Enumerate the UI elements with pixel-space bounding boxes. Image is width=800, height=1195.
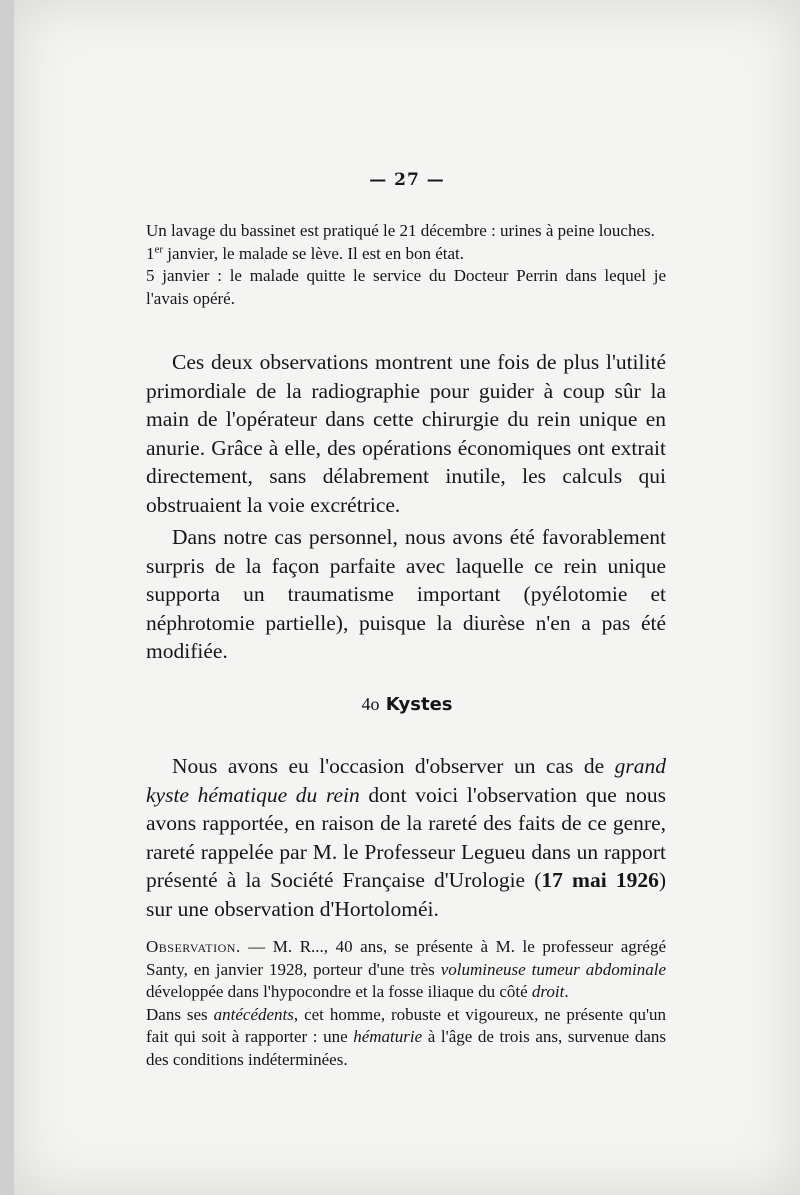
observation [146,936,666,1071]
kystes-intro [146,752,666,923]
discussion-paragraph: Ces deux observations montrent une fois de plus l'utilité primordiale de la radiographie pour guider à coup sûr la main de l'opérateur dans cette chirurgie du rein unique en anurie. Grâce à elle, des opérations économiques ont extrait directement, sans délabrement inutile, les calculs qui obstruaient la voie excrétrice. [146,350,666,517]
intro-paragraph [146,752,666,923]
discussion-paragraph: Dans notre cas personnel, nous avons été favorablement surpris de la façon parfaite avec laquelle ce rein unique supporta un traumatisme important (pyélotomie et néphrotomie partielle), puisque la diurèse n'en a pas été modifiée. [146,525,666,663]
observation-emphasis: volumineuse tumeur abdominale [440,959,667,979]
case-note-text: janvier, le malade se lève. Il est en bon état. [163,243,464,263]
case-note-paragraph: Un lavage du bassinet est pratiqué le 21 décembre : urines à peine louches. [146,221,655,240]
observation-paragraph [146,1004,666,1072]
ordinal-suffix: er [154,242,164,255]
observation-paragraph [146,936,666,1004]
observation-text: Dans ses [146,1004,214,1024]
observation-emphasis: antécédents [213,1004,294,1024]
intro-emphasis: grand kyste hématique du rein [146,754,666,807]
intro-text: dont voici l'observation que nous avons rapportée, en raison de la rareté des faits de ce genre, rareté rappelée par M. le Professeur Legueu dans un rapport présenté à la Société Française d'Urologie ( [146,782,666,892]
observation-text: à l'âge de trois ans, survenue dans des conditions indéterminées. [146,1027,666,1069]
case-notes [146,220,666,310]
discussion [146,348,666,666]
observation-text: , cet homme, robuste et vigoureux, ne présente qu'un fait qui soit à rapporter : une [146,1004,667,1046]
day-number: 1 [146,243,155,263]
intro-text: Nous avons eu l'occasion d'observer un cas de [172,754,615,778]
observation-text: — M. R..., 40 ans, se présente à M. le professeur agrégé Santy, en janvier 1928, porteur d'une très [146,937,666,979]
section-heading [14,694,800,715]
observation-text: . [564,982,569,1001]
report-date: 17 mai 1926 [541,868,659,892]
observation-text: développée dans l'hypocondre et la fosse iliaque du côté [146,982,532,1001]
observation-emphasis: droit [531,982,565,1001]
intro-text: ) sur une observation d'Hortoloméi. [146,868,666,921]
section-title: Kystes [385,694,453,715]
observation-emphasis: hématurie [353,1027,423,1046]
page-number: — 27 — [369,170,445,190]
section-number: 4o [361,694,380,714]
observation-label: Observation. [146,937,241,956]
book-page [14,0,800,1195]
case-note-paragraph: 5 janvier : le malade quitte le service du Docteur Perrin dans lequel je l'avais opéré. [146,266,666,308]
case-note-paragraph [146,243,666,266]
